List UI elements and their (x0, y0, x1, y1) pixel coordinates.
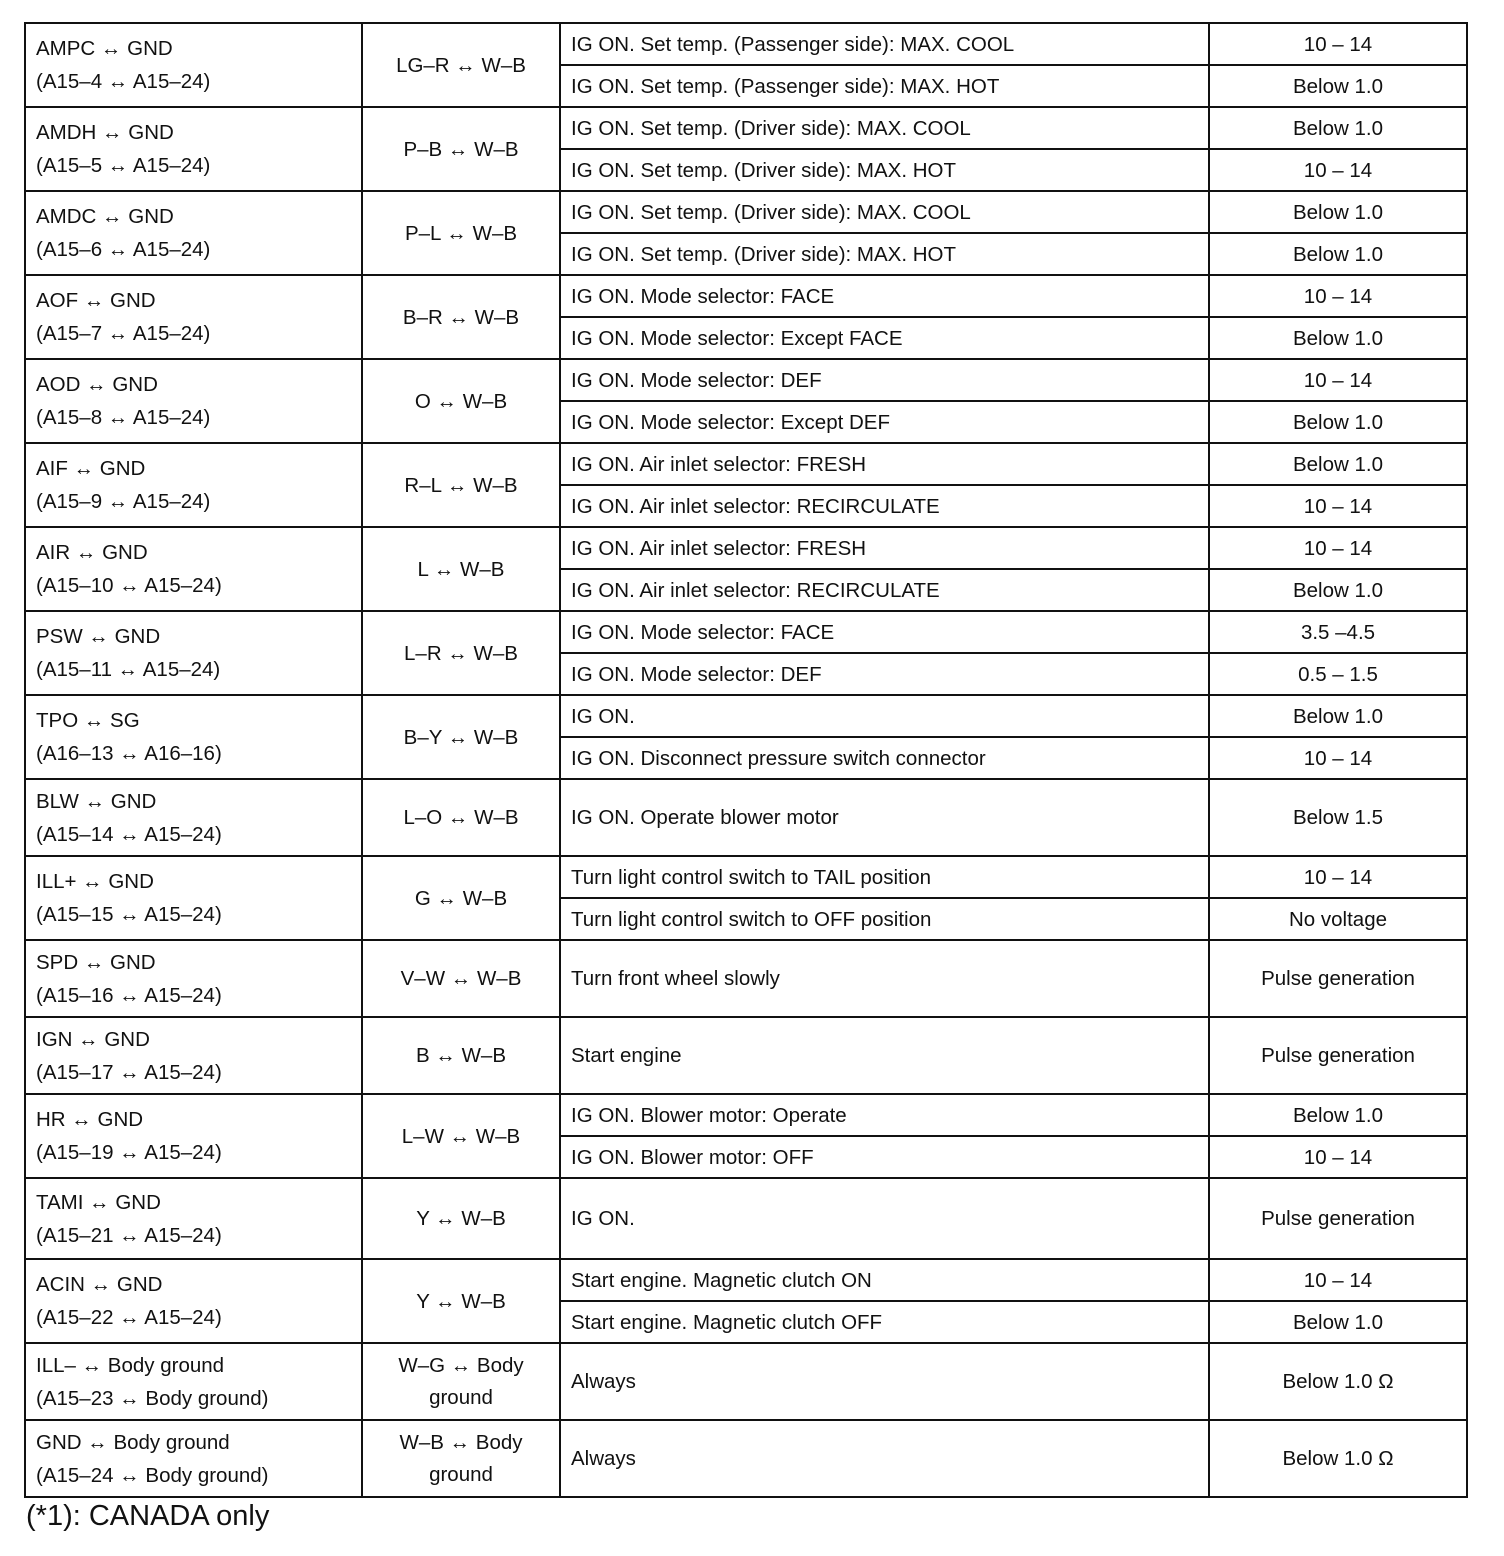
specified-condition-cell: No voltage (1209, 898, 1467, 940)
wiring-color-cell (362, 1017, 560, 1094)
wiring-color-cell (362, 191, 560, 275)
terminal-line: (A15–5 ↔ A15–24) (36, 154, 211, 177)
terminal-cell (25, 359, 362, 443)
condition-cell: IG ON. Mode selector: FACE (560, 275, 1209, 317)
wiring-color: Y ↔ W–B (416, 1207, 506, 1230)
wiring-color-cell (362, 1094, 560, 1178)
terminal-line: ACIN ↔ GND (36, 1273, 163, 1296)
terminal-line: PSW ↔ GND (36, 625, 161, 648)
wiring-color-cell (362, 779, 560, 856)
condition-cell: Turn light control switch to OFF position (560, 898, 1209, 940)
terminal-line: (A15–8 ↔ A15–24) (36, 406, 211, 429)
terminal-cell (25, 1017, 362, 1094)
terminal-line: HR ↔ GND (36, 1108, 144, 1131)
terminal-cell (25, 1094, 362, 1178)
specified-condition-cell: Below 1.0 (1209, 191, 1467, 233)
wiring-color-cell (362, 275, 560, 359)
specified-condition-cell: Below 1.0 (1209, 1301, 1467, 1343)
table-row (25, 611, 1467, 653)
specified-condition-cell: Below 1.0 Ω (1209, 1343, 1467, 1420)
terminal-cell (25, 191, 362, 275)
wiring-color: W–B ↔ Body ground (399, 1430, 523, 1486)
terminal-cell (25, 1259, 362, 1343)
terminal-line: AIF ↔ GND (36, 457, 146, 480)
condition-cell: IG ON. Mode selector: FACE (560, 611, 1209, 653)
terminal-line: TPO ↔ SG (36, 709, 140, 732)
terminal-line: AMDC ↔ GND (36, 205, 174, 228)
condition-cell: IG ON. Air inlet selector: RECIRCULATE (560, 485, 1209, 527)
terminal-line: ILL+ ↔ GND (36, 870, 154, 893)
table-row (25, 1178, 1467, 1259)
specified-condition-cell: 10 – 14 (1209, 1259, 1467, 1301)
table-row (25, 527, 1467, 569)
condition-cell: IG ON. Mode selector: DEF (560, 653, 1209, 695)
specified-condition-cell: Below 1.5 (1209, 779, 1467, 856)
wiring-color: R–L ↔ W–B (404, 473, 518, 497)
wiring-color-cell (362, 23, 560, 107)
condition-cell: Start engine. Magnetic clutch ON (560, 1259, 1209, 1301)
specified-condition-cell: Pulse generation (1209, 940, 1467, 1017)
specified-condition-cell: Below 1.0 (1209, 107, 1467, 149)
wiring-color: P–B ↔ W–B (403, 137, 519, 161)
terminal-line: TAMI ↔ GND (36, 1190, 161, 1214)
wiring-color: B–R ↔ W–B (402, 305, 520, 329)
terminal-line: (A15–14 ↔ A15–24) (36, 822, 222, 846)
wiring-color: V–W ↔ W–B (400, 967, 522, 990)
wiring-color: L–R ↔ W–B (404, 641, 518, 665)
terminal-line: AOD ↔ GND (36, 373, 158, 396)
table-row (25, 191, 1467, 233)
terminal-line: (A15–16 ↔ A15–24) (36, 983, 222, 1007)
table-row (25, 856, 1467, 898)
condition-cell: IG ON. Set temp. (Driver side): MAX. COOL (560, 191, 1209, 233)
condition-cell: IG ON. Set temp. (Driver side): MAX. HOT (560, 149, 1209, 191)
condition-cell: Start engine (560, 1017, 1209, 1094)
wiring-color: L–W ↔ W–B (401, 1124, 521, 1148)
condition-cell: Always (560, 1343, 1209, 1420)
specified-condition-cell: Below 1.0 (1209, 1094, 1467, 1136)
footnote: (*1): CANADA only (26, 1500, 270, 1532)
wiring-color-cell (362, 527, 560, 611)
wiring-color: P–L ↔ W–B (404, 221, 518, 245)
specified-condition-cell: 10 – 14 (1209, 737, 1467, 779)
specified-condition-cell: 10 – 14 (1209, 856, 1467, 898)
terminal-line: (A15–4 ↔ A15–24) (36, 70, 211, 93)
table-row (25, 443, 1467, 485)
condition-cell: IG ON. (560, 695, 1209, 737)
specified-condition-cell: Below 1.0 (1209, 233, 1467, 275)
terminal-cell (25, 940, 362, 1017)
wiring-color-cell (362, 1343, 560, 1420)
specified-condition-cell: Below 1.0 Ω (1209, 1420, 1467, 1497)
terminal-cell (25, 856, 362, 940)
wiring-color-cell (362, 443, 560, 527)
table-row (25, 940, 1467, 1017)
specified-condition-cell: 3.5 –4.5 (1209, 611, 1467, 653)
condition-cell: IG ON. Mode selector: Except FACE (560, 317, 1209, 359)
condition-cell: IG ON. Set temp. (Driver side): MAX. COOL (560, 107, 1209, 149)
terminal-line: IGN ↔ GND (36, 1027, 150, 1051)
condition-cell: IG ON. Mode selector: DEF (560, 359, 1209, 401)
wiring-color: O ↔ W–B (414, 389, 508, 413)
condition-cell: Start engine. Magnetic clutch OFF (560, 1301, 1209, 1343)
condition-cell: IG ON. Blower motor: OFF (560, 1136, 1209, 1178)
wiring-color-cell (362, 359, 560, 443)
terminal-line: (A15–9 ↔ A15–24) (36, 490, 211, 513)
terminal-inspection-table (24, 22, 1468, 1498)
wiring-color: B ↔ W–B (416, 1044, 506, 1067)
terminal-line: SPD ↔ GND (36, 950, 156, 974)
terminal-cell (25, 443, 362, 527)
condition-cell: IG ON. Operate blower motor (560, 779, 1209, 856)
terminal-cell (25, 107, 362, 191)
wiring-color: LG–R ↔ W–B (396, 53, 526, 77)
specified-condition-cell: 10 – 14 (1209, 23, 1467, 65)
specified-condition-cell: Below 1.0 (1209, 65, 1467, 107)
terminal-cell (25, 1420, 362, 1497)
specified-condition-cell: Below 1.0 (1209, 569, 1467, 611)
terminal-cell (25, 1343, 362, 1420)
terminal-cell (25, 23, 362, 107)
wiring-color: L ↔ W–B (417, 557, 505, 581)
terminal-line: (A15–15 ↔ A15–24) (36, 903, 222, 926)
condition-cell: IG ON. (560, 1178, 1209, 1259)
specified-condition-cell: Below 1.0 (1209, 401, 1467, 443)
terminal-line: (A15–17 ↔ A15–24) (36, 1060, 222, 1084)
table-body (25, 23, 1467, 1497)
terminal-line: (A15–23 ↔ Body ground) (36, 1386, 269, 1410)
specified-condition-cell: Below 1.0 (1209, 317, 1467, 359)
condition-cell: IG ON. Set temp. (Driver side): MAX. HOT (560, 233, 1209, 275)
terminal-cell (25, 611, 362, 695)
condition-cell: IG ON. Mode selector: Except DEF (560, 401, 1209, 443)
specified-condition-cell: 10 – 14 (1209, 359, 1467, 401)
wiring-color: Y ↔ W–B (416, 1289, 506, 1313)
terminal-cell (25, 527, 362, 611)
terminal-line: AMPC ↔ GND (36, 37, 173, 60)
table-row (25, 779, 1467, 856)
terminal-cell (25, 275, 362, 359)
table-row (25, 1094, 1467, 1136)
wiring-color: W–G ↔ Body ground (398, 1353, 524, 1409)
terminal-line: (A15–21 ↔ A15–24) (36, 1223, 222, 1247)
condition-cell: IG ON. Disconnect pressure switch connector (560, 737, 1209, 779)
condition-cell: IG ON. Air inlet selector: FRESH (560, 443, 1209, 485)
wiring-color-cell (362, 1420, 560, 1497)
table-row (25, 107, 1467, 149)
specified-condition-cell: Below 1.0 (1209, 443, 1467, 485)
terminal-cell (25, 779, 362, 856)
wiring-color-cell (362, 611, 560, 695)
terminal-line: AMDH ↔ GND (36, 121, 174, 144)
condition-cell: IG ON. Air inlet selector: FRESH (560, 527, 1209, 569)
terminal-line: (A15–19 ↔ A15–24) (36, 1141, 222, 1164)
table-row (25, 1259, 1467, 1301)
wiring-color-cell (362, 940, 560, 1017)
specified-condition-cell: 10 – 14 (1209, 1136, 1467, 1178)
terminal-line: ILL– ↔ Body ground (36, 1353, 225, 1377)
table-row (25, 275, 1467, 317)
condition-cell: Turn front wheel slowly (560, 940, 1209, 1017)
wiring-color: B–Y ↔ W–B (403, 725, 519, 749)
wiring-color: L–O ↔ W–B (403, 806, 519, 829)
terminal-line: BLW ↔ GND (36, 789, 157, 813)
specified-condition-cell: 10 – 14 (1209, 485, 1467, 527)
condition-cell: IG ON. Blower motor: Operate (560, 1094, 1209, 1136)
specified-condition-cell: 0.5 – 1.5 (1209, 653, 1467, 695)
terminal-line: (A15–7 ↔ A15–24) (36, 322, 211, 345)
table-row (25, 695, 1467, 737)
wiring-color-cell (362, 1259, 560, 1343)
table-row (25, 1017, 1467, 1094)
terminal-cell (25, 1178, 362, 1259)
condition-cell: IG ON. Air inlet selector: RECIRCULATE (560, 569, 1209, 611)
specified-condition-cell: 10 – 14 (1209, 149, 1467, 191)
specified-condition-cell: 10 – 14 (1209, 275, 1467, 317)
specified-condition-cell: Pulse generation (1209, 1178, 1467, 1259)
wiring-color-cell (362, 856, 560, 940)
condition-cell: Turn light control switch to TAIL position (560, 856, 1209, 898)
wiring-color-cell (362, 695, 560, 779)
wiring-color: G ↔ W–B (414, 886, 508, 910)
table-row (25, 1343, 1467, 1420)
table-row (25, 23, 1467, 65)
specified-condition-cell: Pulse generation (1209, 1017, 1467, 1094)
terminal-line: (A16–13 ↔ A16–16) (36, 742, 222, 765)
specified-condition-cell: Below 1.0 (1209, 695, 1467, 737)
wiring-color-cell (362, 107, 560, 191)
table-row (25, 1420, 1467, 1497)
terminal-line: AIR ↔ GND (36, 541, 148, 564)
condition-cell: Always (560, 1420, 1209, 1497)
condition-cell: IG ON. Set temp. (Passenger side): MAX. COOL (560, 23, 1209, 65)
terminal-line: GND ↔ Body ground (36, 1430, 230, 1454)
specified-condition-cell: 10 – 14 (1209, 527, 1467, 569)
terminal-line: (A15–6 ↔ A15–24) (36, 238, 211, 261)
terminal-line: (A15–10 ↔ A15–24) (36, 574, 222, 597)
terminal-cell (25, 695, 362, 779)
table-row (25, 359, 1467, 401)
wiring-color-cell (362, 1178, 560, 1259)
terminal-line: (A15–11 ↔ A15–24) (36, 658, 221, 681)
condition-cell: IG ON. Set temp. (Passenger side): MAX. HOT (560, 65, 1209, 107)
terminal-line: (A15–24 ↔ Body ground) (36, 1463, 269, 1487)
terminal-line: AOF ↔ GND (36, 289, 156, 312)
terminal-line: (A15–22 ↔ A15–24) (36, 1306, 222, 1329)
